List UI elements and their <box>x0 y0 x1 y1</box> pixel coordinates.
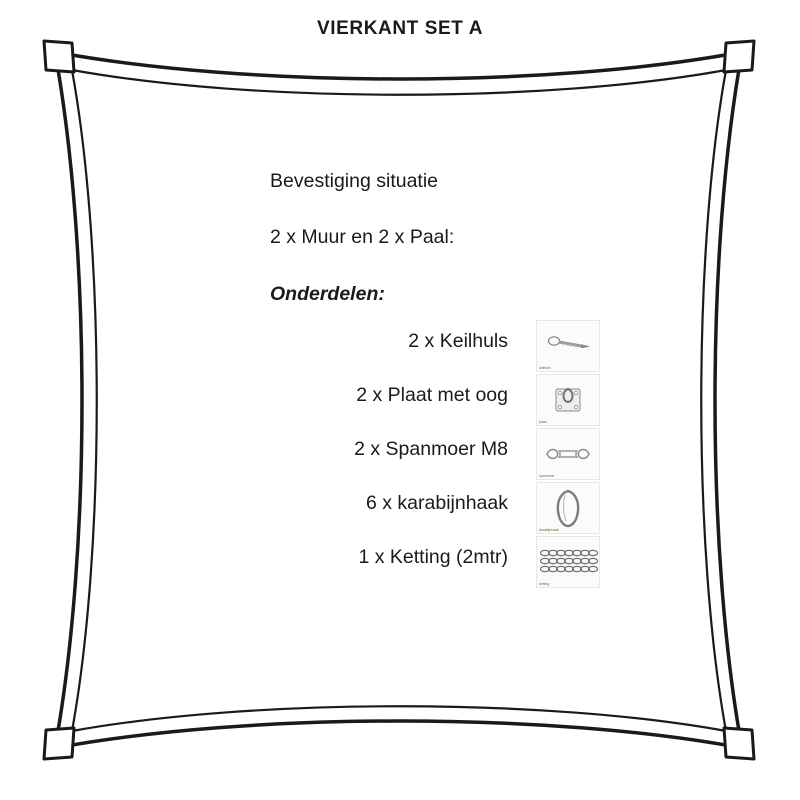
info-text-block <box>270 172 600 319</box>
part-row-plaat-met-oog <box>270 374 600 428</box>
part-thumb-ketting <box>536 536 600 588</box>
part-label-keilhuls: 2 x Keilhuls <box>408 330 508 352</box>
part-row-spanmoer-m8 <box>270 428 600 482</box>
carabiner-icon <box>537 483 599 533</box>
thumb-tag-karabijnhaak: karabijnhaak <box>539 528 559 532</box>
chain-icon <box>537 537 599 587</box>
thumb-tag-plaat: plaat <box>539 420 547 424</box>
part-row-ketting <box>270 536 600 590</box>
part-row-karabijnhaak <box>270 482 600 536</box>
page-title: VIERKANT SET A <box>316 18 484 39</box>
bevestiging-heading: Bevestiging situatie <box>270 170 439 192</box>
turnbuckle-icon <box>537 429 599 479</box>
corner-patch-bottom-left <box>44 728 74 759</box>
corner-patch-top-right <box>724 41 754 72</box>
corner-patch-bottom-right <box>724 728 754 759</box>
eye-plate-icon <box>537 375 599 425</box>
part-label-ketting: 1 x Ketting (2mtr) <box>358 546 508 568</box>
corner-patch-top-left <box>44 41 74 72</box>
part-thumb-spanmoer-m8 <box>536 428 600 480</box>
part-thumb-keilhuls <box>536 320 600 372</box>
thumb-tag-ketting: ketting <box>539 582 550 586</box>
part-thumb-karabijnhaak <box>536 482 600 534</box>
part-thumb-plaat-met-oog <box>536 374 600 426</box>
part-label-karabijnhaak: 6 x karabijnhaak <box>365 492 508 514</box>
part-label-spanmoer-m8: 2 x Spanmoer M8 <box>354 438 508 460</box>
part-row-keilhuls <box>270 320 600 374</box>
onderdelen-heading: Onderdelen: <box>270 283 385 305</box>
thumb-tag-spanmoer: spanmoer <box>539 474 555 478</box>
thumb-tag-keilhuls: keilhuls <box>539 366 551 370</box>
part-label-plaat-met-oog: 2 x Plaat met oog <box>356 384 508 406</box>
bevestiging-subheading: 2 x Muur en 2 x Paal: <box>270 225 455 248</box>
anchor-sleeve-icon <box>537 321 599 371</box>
parts-list <box>270 320 600 590</box>
